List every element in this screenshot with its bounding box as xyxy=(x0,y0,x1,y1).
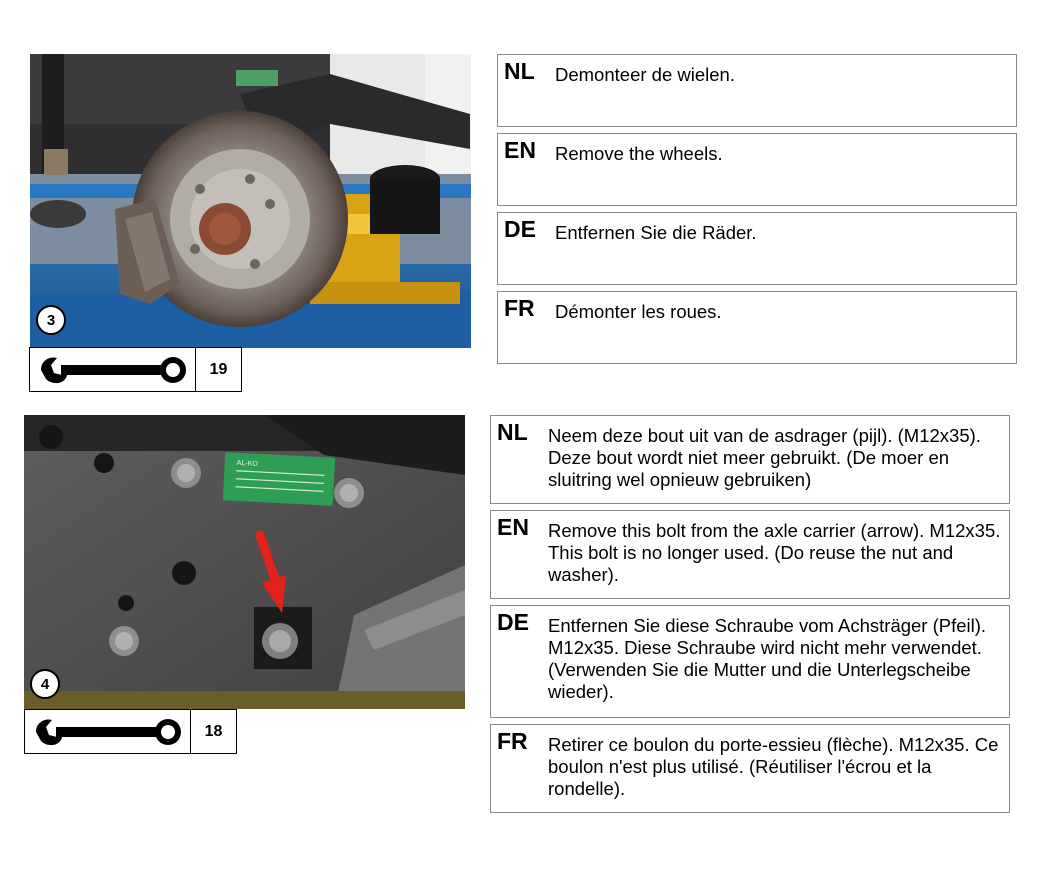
step3-text-fr xyxy=(497,291,1017,364)
wrench-icon xyxy=(25,710,191,753)
axle-carrier-photo xyxy=(24,415,465,709)
instruction-text: Demonteer de wielen. xyxy=(555,64,735,85)
instruction-text: Entfernen Sie diese Schraube vom Achsträger (Pfeil). M12x35. Diese Schraube wird nicht mehr verwendet. (Verwenden Sie die Mutter und die Unterlegscheibe wieder). xyxy=(548,615,987,702)
brake-disc-photo xyxy=(30,54,471,348)
language-code: DE xyxy=(497,609,529,635)
wrench-icon xyxy=(30,348,196,391)
step4-text-de xyxy=(490,605,1010,718)
language-code: EN xyxy=(497,514,529,540)
language-code: FR xyxy=(504,295,535,321)
step4-text-en xyxy=(490,510,1010,599)
step4-text-fr xyxy=(490,724,1010,813)
step4-text-nl xyxy=(490,415,1010,504)
step3-number: 3 xyxy=(36,305,66,335)
instruction-text: Remove the wheels. xyxy=(555,143,723,164)
instruction-text: Neem deze bout uit van de asdrager (pijl). (M12x35). Deze bout wordt niet meer gebruikt. (De moer en sluitring wel opnieuw gebruiken) xyxy=(548,425,981,490)
language-code: FR xyxy=(497,728,528,754)
step3-tool-box xyxy=(29,347,242,392)
instruction-text: Entfernen Sie die Räder. xyxy=(555,222,757,243)
instruction-text: Remove this bolt from the axle carrier (arrow). M12x35. This bolt is no longer used. (Do reuse the nut and washer). xyxy=(548,520,1001,585)
step4-tool-box xyxy=(24,709,237,754)
language-code: NL xyxy=(504,58,535,84)
step3-text-de xyxy=(497,212,1017,285)
step4-photo xyxy=(24,415,465,709)
instruction-text: Démonter les roues. xyxy=(555,301,722,322)
language-code: EN xyxy=(504,137,536,163)
language-code: DE xyxy=(504,216,536,242)
language-code: NL xyxy=(497,419,528,445)
step3-text-nl xyxy=(497,54,1017,127)
step3-wrench-size: 19 xyxy=(209,360,228,378)
plate-brand-text: AL-KO xyxy=(236,459,258,468)
step4-number: 4 xyxy=(30,669,60,699)
step3-text-en xyxy=(497,133,1017,206)
step3-photo xyxy=(30,54,471,348)
instruction-text: Retirer ce boulon du porte-essieu (flèche). M12x35. Ce boulon n'est plus utilisé. (Réutiliser l'écrou et la rondelle). xyxy=(548,734,999,799)
step4-wrench-size: 18 xyxy=(204,722,223,740)
